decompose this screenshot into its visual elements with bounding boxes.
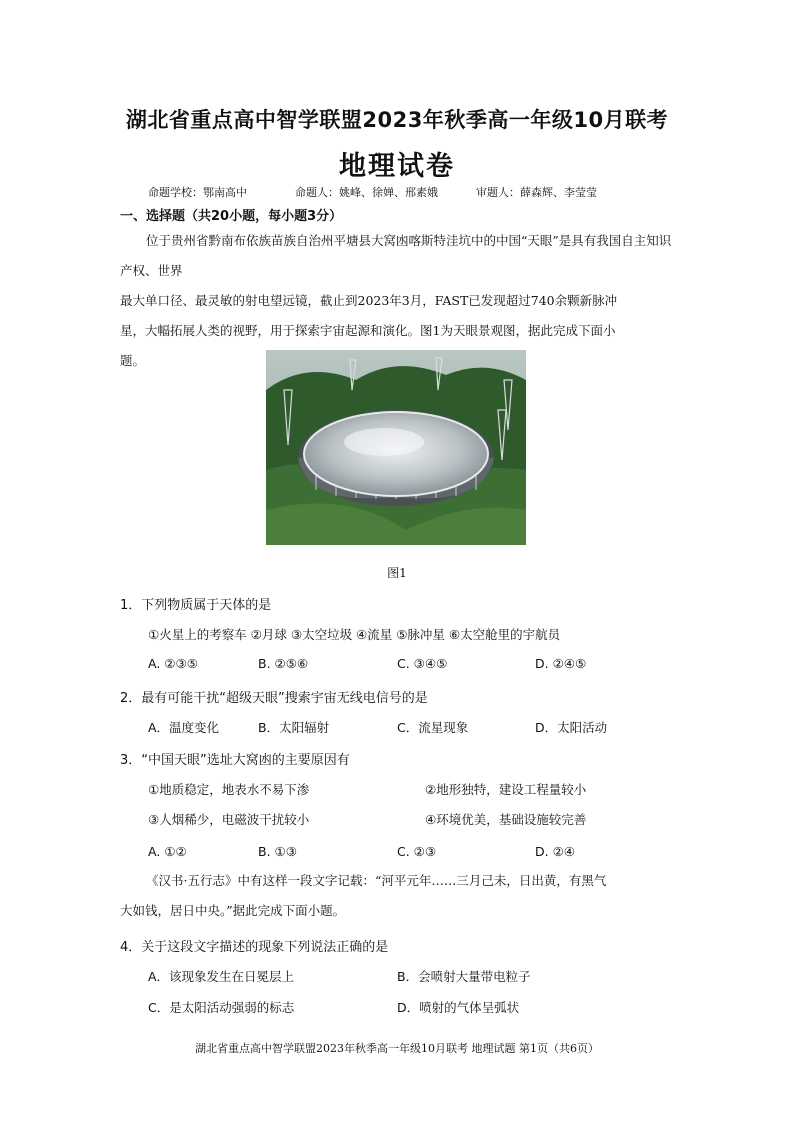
question-1-option-d: D. ②④⑤ <box>535 656 587 671</box>
section-title: 一、选择题（共20小题，每小题3分） <box>120 209 343 224</box>
passage-line: 位于贵州省黔南布依族苗族自治州平塘县大窝凼喀斯特洼坑中的中国“天眼”是具有我国自主知识产权、世界 <box>120 233 672 278</box>
question-3-item-1: ①地质稳定，地表水不易下渗 <box>148 782 310 797</box>
question-4-option-a: A．该现象发生在日冕层上 <box>148 969 295 984</box>
question-2-option-d: D．太阳活动 <box>535 720 608 735</box>
page-footer: 湖北省重点高中智学联盟2023年秋季高一年级10月联考 地理试题 第1页（共6页） <box>195 1042 599 1055</box>
fast-telescope-photo <box>266 350 526 545</box>
question-1-option-b: B. ②⑤⑥ <box>258 656 309 671</box>
question-2-stem: 2．最有可能干扰“超级天眼”搜索宇宙无线电信号的是 <box>120 691 428 706</box>
figure-caption: 图1 <box>387 566 407 580</box>
question-1-stem: 1．下列物质属于天体的是 <box>120 598 272 613</box>
passage-hanshu <box>120 866 676 926</box>
question-1-option-a: A. ②③⑤ <box>148 656 198 671</box>
passage-line: 最大单口径、最灵敏的射电望远镜，截止到2023年3月，FAST已发现超过740余颗新脉冲 <box>120 293 618 308</box>
question-1-option-c: C. ③④⑤ <box>397 656 448 671</box>
exam-subject-title: 地理试卷 <box>339 151 455 182</box>
passage-line: 题。 <box>120 353 146 368</box>
exam-title: 湖北省重点高中智学联盟2023年秋季高一年级10月联考 <box>125 108 669 132</box>
question-3-stem: 3．“中国天眼”选址大窝凼的主要原因有 <box>120 753 350 768</box>
question-4-option-d: D．喷射的气体呈弧状 <box>397 1000 520 1015</box>
passage-line: 星，大幅拓展人类的视野，用于探索宇宙起源和演化。图1为天眼景观图，据此完成下面小 <box>120 323 616 338</box>
question-2-option-b: B．太阳辐射 <box>258 720 330 735</box>
passage-line: 《汉书·五行志》中有这样一段文字记载：“河平元年……三月己未，日出黄，有黑气 <box>146 873 607 888</box>
reviewers: 审题人：薛森辉、李莹莹 <box>476 186 597 199</box>
question-2-option-c: C．流星现象 <box>397 720 469 735</box>
question-3-item-2: ②地形独特，建设工程量较小 <box>425 782 587 797</box>
question-3-option-d: D. ②④ <box>535 844 575 859</box>
question-3-item-4: ④环境优美，基础设施较完善 <box>425 812 587 827</box>
question-4-option-c: C．是太阳活动强弱的标志 <box>148 1000 295 1015</box>
setters: 命题人：姚峰、徐婵、邢素娥 <box>295 186 438 199</box>
setter-school: 命题学校：鄂南高中 <box>148 186 247 199</box>
question-3-option-c: C. ②③ <box>397 844 437 859</box>
question-2-option-a: A．温度变化 <box>148 720 220 735</box>
question-3-item-3: ③人烟稀少，电磁波干扰较小 <box>148 812 310 827</box>
question-4-option-b: B．会喷射大量带电粒子 <box>397 969 531 984</box>
passage-line: 大如钱，居日中央。”据此完成下面小题。 <box>120 903 346 918</box>
question-3-option-b: B. ①③ <box>258 844 297 859</box>
question-4-stem: 4．关于这段文字描述的现象下列说法正确的是 <box>120 940 389 955</box>
question-3-option-a: A. ①② <box>148 844 187 859</box>
question-1-items: ①火星上的考察车 ②月球 ③太空垃圾 ④流星 ⑤脉冲星 ⑥太空舱里的宇航员 <box>148 627 561 642</box>
